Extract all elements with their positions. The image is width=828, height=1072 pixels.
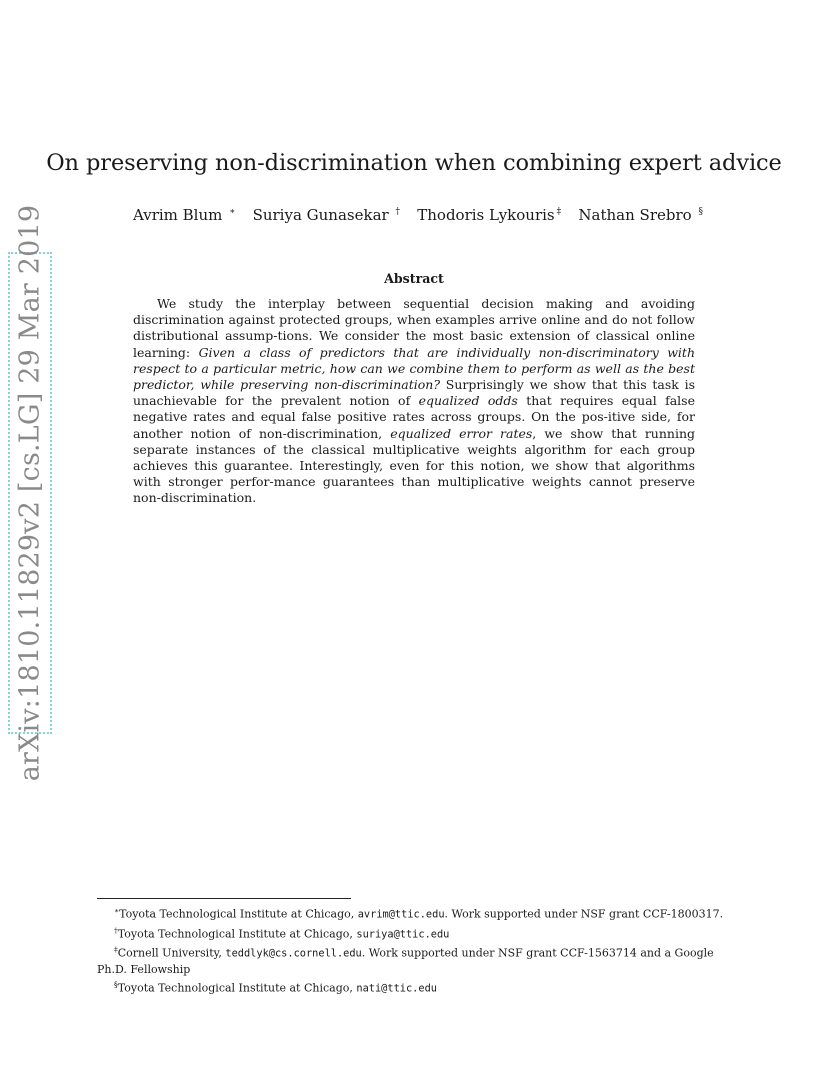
footnote-mark: ∗ [114, 906, 120, 915]
footnote-mark: ‡ [114, 945, 118, 955]
footnote-mark: † [114, 925, 118, 935]
abstract-heading: Abstract [384, 271, 444, 286]
author [133, 206, 235, 224]
footnote [97, 942, 731, 977]
author-list [133, 206, 703, 224]
footnote [97, 923, 731, 943]
author-name: Avrim Blum [133, 206, 223, 224]
abstract-text: We study the interplay between sequential decision making and avoiding discrimination against protected groups, when examples arrive online and do not follow distributional assump-tions. We consider the most basic extension of classical online learning: [133, 296, 695, 360]
footnote-text: . Work supported under NSF grant CCF-1563714 and a Google Ph.D. Fellowship [97, 946, 714, 976]
abstract-text: , we show that running separate instances of the classical multiplicative weights algorithm for each group achieves this guarantee. Interestingly, even for this notion, we show that algorithms with stronger perfor-mance guarantees than multiplicative weights cannot preserve non-discrimination. [133, 425, 695, 506]
abstract-text: Surprisingly we show that this task is unachievable for the prevalent notion of [133, 377, 695, 409]
footnotes [97, 903, 731, 997]
arxiv-id: arXiv:1810.11829v2 [cs.LG] 29 Mar 2019 [14, 204, 46, 782]
email-link[interactable]: nati@ttic.edu [356, 982, 437, 995]
author [253, 206, 400, 224]
footnote-text: Cornell University, [117, 946, 226, 960]
email-link[interactable]: suriya@ttic.edu [356, 928, 450, 941]
author [417, 206, 561, 224]
author-name: Suriya Gunasekar [252, 206, 389, 224]
author [578, 206, 703, 224]
abstract-question: Given a class of predictors that are individually non-discriminatory with respect to a particular metric, how can we combine them to perform as well as the best predictor, while preserving non-discrimination? [133, 344, 696, 393]
paper-title: On preserving non-discrimination when combining expert advice [46, 150, 782, 176]
footnote [97, 903, 731, 923]
arxiv-stamp [8, 204, 52, 782]
email-link[interactable]: teddlyk@cs.cornell.edu [225, 947, 362, 960]
email-link[interactable]: avrim@ttic.edu [357, 908, 445, 921]
footnote [97, 977, 731, 997]
affiliation-mark: ∗ [229, 207, 236, 217]
footnote-text: Toyota Technological Institute at Chicago, [117, 981, 357, 995]
footnote-text: Toyota Technological Institute at Chicago, [117, 927, 357, 941]
abstract-text: that requires equal false negative rates and equal false positive rates across groups. On the pos-itive side, for another notion of non-discrimination, [133, 393, 695, 441]
author-name: Thodoris Lykouris [417, 206, 555, 224]
footnote-mark: § [114, 979, 118, 989]
footnote-rule [97, 898, 351, 899]
footnote-text: Toyota Technological Institute at Chicago, [119, 907, 358, 921]
term-equalized-error-rates: equalized error rates [390, 425, 533, 441]
abstract-body [133, 296, 695, 507]
author-name: Nathan Srebro [578, 206, 692, 224]
footnote-text: . Work supported under NSF grant CCF-1800317. [444, 907, 724, 921]
affiliation-mark: ‡ [556, 207, 562, 217]
term-equalized-odds: equalized odds [418, 393, 518, 409]
affiliation-mark: § [698, 207, 703, 217]
affiliation-mark: † [395, 207, 400, 217]
